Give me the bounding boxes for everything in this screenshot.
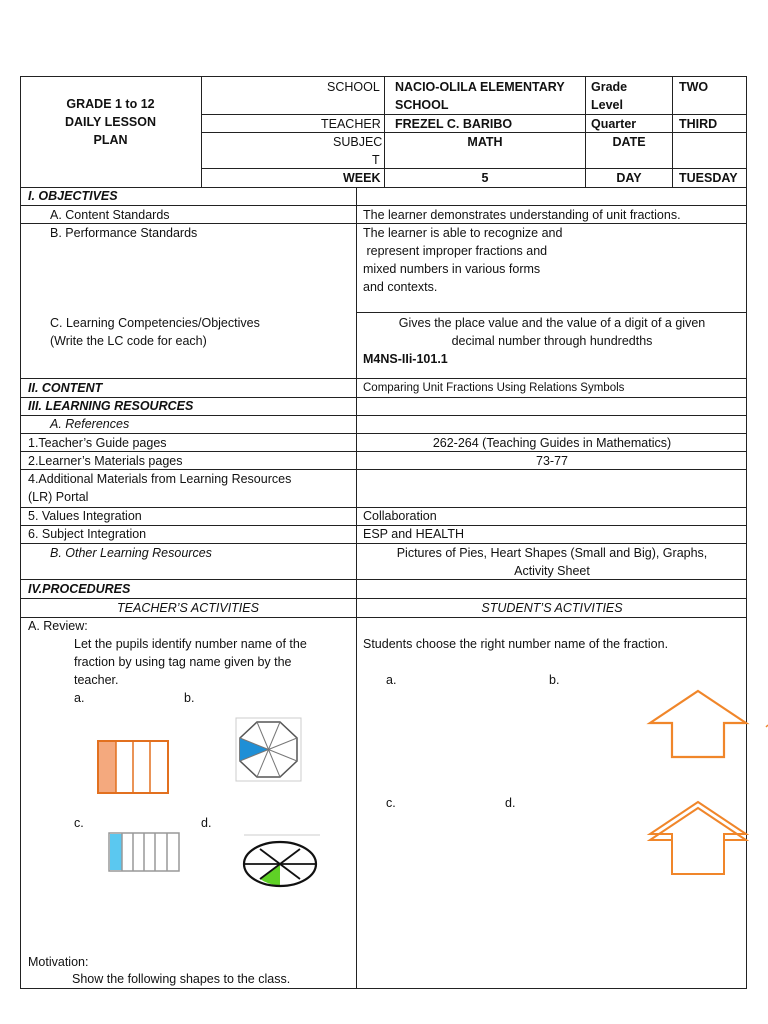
values-integration-label: 5. Values Integration <box>28 509 142 523</box>
school-value: NACIO-OLILA ELEMENTARY <box>395 80 565 94</box>
learners-materials-value: 73-77 <box>536 454 568 468</box>
competency-line: Gives the place value and the value of a digit of a given <box>398 316 706 330</box>
quarter-value: THIRD <box>679 117 718 131</box>
grade-label: Level <box>591 98 623 112</box>
teachers-guide-value: 262-264 (Teaching Guides in Mathematics) <box>432 436 672 450</box>
subject-integration-label: 6. Subject Integration <box>28 527 147 541</box>
teacher-value: FREZEL C. BARIBO <box>395 117 513 131</box>
other-resources-label: B. Other Learning Resources <box>50 546 212 560</box>
fraction-rectangle-a <box>97 739 171 797</box>
procedures-heading: IV.PROCEDURES <box>28 582 131 596</box>
fraction-rectangle-c <box>108 832 182 874</box>
teacher-label: TEACHER <box>321 117 381 131</box>
day-value: TUESDAY <box>679 171 738 185</box>
header-divider <box>20 187 747 188</box>
additional-materials-label: (LR) Portal <box>28 490 89 504</box>
performance-standards-line: The learner is able to recognize and <box>363 226 563 240</box>
content-standards-value: The learner demonstrates understanding of unit fractions. <box>363 208 681 222</box>
review-label: A. Review: <box>28 619 88 633</box>
option-label-a: a. <box>74 691 85 705</box>
student-instruction: Students choose the right number name of the fraction. <box>363 637 669 651</box>
option-label-b: b. <box>184 691 195 705</box>
performance-standards-label: B. Performance Standards <box>50 226 198 240</box>
up-arrow-icon <box>648 689 768 761</box>
objectives-heading: I. OBJECTIVES <box>28 189 118 203</box>
grade-label: Grade <box>591 80 628 94</box>
date-label: DATE <box>612 135 646 149</box>
resources-heading: III. LEARNING RESOURCES <box>28 399 194 413</box>
column-divider <box>356 187 357 989</box>
competency-label-note: (Write the LC code for each) <box>50 334 207 348</box>
plan-title-line: GRADE 1 to 12 <box>66 97 155 111</box>
performance-standards-line: represent improper fractions and <box>363 244 548 258</box>
answer-label-a: a. <box>386 673 397 687</box>
fraction-octagon-b <box>236 718 302 782</box>
week-label: WEEK <box>343 171 381 185</box>
subject-value: MATH <box>467 135 503 149</box>
quarter-label: Quarter <box>591 117 637 131</box>
review-instruction-line: fraction by using tag name given by the <box>74 655 292 669</box>
fraction-oval-d <box>242 834 322 888</box>
subject-label: T <box>372 153 380 167</box>
additional-materials-label: 4.Additional Materials from Learning Resources <box>28 472 292 486</box>
school-label: SCHOOL <box>327 80 380 94</box>
content-standards-label: A. Content Standards <box>50 208 170 222</box>
performance-standards-line: mixed numbers in various forms <box>363 262 541 276</box>
row-divider <box>356 312 747 313</box>
teacher-activities-header: TEACHER’S ACTIVITIES <box>117 601 259 615</box>
references-label: A. References <box>50 417 130 431</box>
up-arrow-icon <box>648 800 748 878</box>
review-instruction-line: teacher. <box>74 673 119 687</box>
option-label-c: c. <box>74 816 84 830</box>
motivation-label: Motivation: <box>28 955 89 969</box>
answer-label-d: d. <box>505 796 516 810</box>
performance-standards-line: and contexts. <box>363 280 438 294</box>
subject-label: SUBJEC <box>333 135 383 149</box>
learners-materials-label: 2.Learner’s Materials pages <box>28 454 183 468</box>
plan-title-line: DAILY LESSON <box>65 115 156 129</box>
teachers-guide-label: 1.Teacher’s Guide pages <box>28 436 167 450</box>
competency-label: C. Learning Competencies/Objectives <box>50 316 260 330</box>
row-divider <box>20 617 747 618</box>
answer-label-b: b. <box>549 673 560 687</box>
answer-label-c: c. <box>386 796 396 810</box>
plan-title-line: PLAN <box>93 133 128 147</box>
grade-value: TWO <box>679 80 709 94</box>
other-resources-line: Pictures of Pies, Heart Shapes (Small and Big), Graphs, <box>396 546 708 560</box>
competency-code: M4NS-IIi-101.1 <box>363 352 448 366</box>
subject-integration-value: ESP and HEALTH <box>363 527 464 541</box>
option-label-d: d. <box>201 816 212 830</box>
other-resources-line: Activity Sheet <box>514 564 590 578</box>
content-value: Comparing Unit Fractions Using Relations Symbols <box>363 382 625 394</box>
review-instruction-line: Let the pupils identify number name of the <box>74 637 307 651</box>
content-heading: II. CONTENT <box>28 381 103 395</box>
day-label: DAY <box>616 171 642 185</box>
school-value: SCHOOL <box>395 98 449 112</box>
motivation-text: Show the following shapes to the class. <box>72 972 291 986</box>
week-value: 5 <box>481 171 489 185</box>
competency-line: decimal number through hundredths <box>451 334 653 348</box>
values-integration-value: Collaboration <box>363 509 437 523</box>
student-activities-header: STUDENT’S ACTIVITIES <box>481 601 623 615</box>
